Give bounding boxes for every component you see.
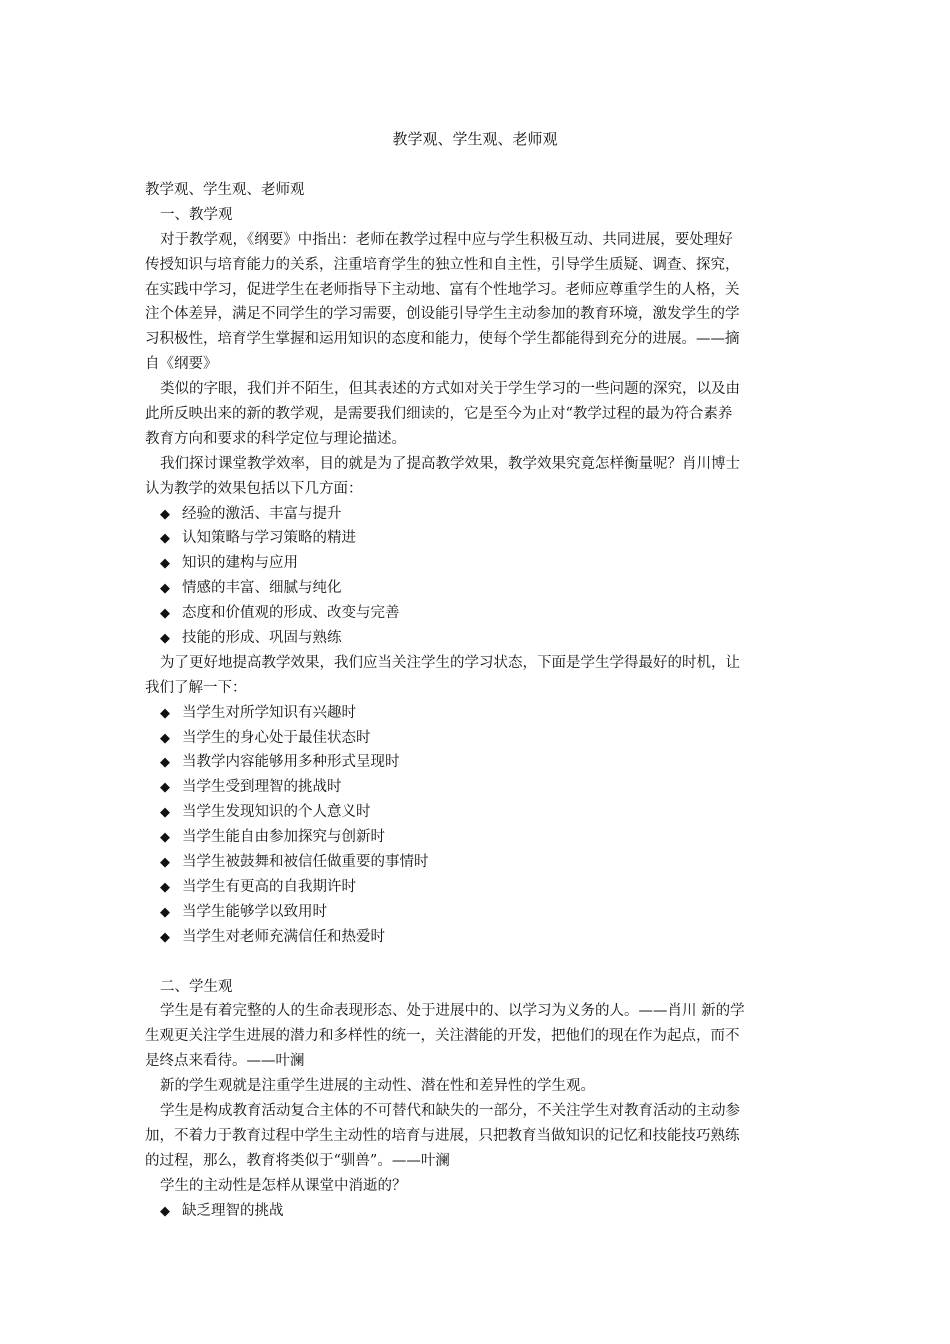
list-item (145, 875, 805, 900)
paragraph-line: 新的学生观就是注重学生进展的主动性、潜在性和差异性的学生观。 (160, 1078, 595, 1095)
blank-line (145, 950, 805, 975)
paragraph (145, 1099, 805, 1174)
list-item-text: 技能的形成、巩固与熟练 (182, 630, 342, 647)
list-item (145, 800, 805, 825)
list-item-text: 当学生能够学以致用时 (182, 903, 327, 920)
section-heading-teaching: 一、教学观 (160, 206, 233, 223)
bullet-list (145, 701, 805, 950)
list-item (145, 502, 805, 527)
list-item-text: 当学生对所学知识有兴趣时 (182, 704, 356, 721)
diamond-bullet-icon: ◆ (160, 755, 170, 771)
list-item-text: 当学生受到理智的挑战时 (182, 779, 342, 796)
diamond-bullet-icon: ◆ (160, 581, 170, 597)
list-item (145, 526, 805, 551)
paragraph (145, 452, 805, 502)
list-item (145, 825, 805, 850)
list-item (145, 900, 805, 925)
list-item-text: 当学生被鼓舞和被信任做重要的事情时 (182, 854, 429, 871)
paragraph-line: 为了更好地提高教学效果，我们应当关注学生的学习状态，下面是学生学得最好的时机，让 (160, 654, 740, 671)
diamond-bullet-icon: ◆ (160, 830, 170, 846)
list-item (145, 925, 805, 950)
paragraph-line: 此所反映出来的新的教学观，是需要我们细读的，它是至今为止对“教学过程的最为符合素养 (145, 406, 733, 423)
paragraph (145, 377, 805, 452)
diamond-bullet-icon: ◆ (160, 855, 170, 871)
paragraph-line: 注个体差异，满足不同学生的学习需要，创设能引导学生主动参加的教育环境，激发学生的学 (145, 306, 740, 323)
paragraph-line: 生观更关注学生进展的潜力和多样性的统一，关注潜能的开发，把他们的现在作为起点，而不 (145, 1028, 740, 1045)
paragraph-line: 自《纲要》 (145, 356, 218, 373)
list-item (145, 850, 805, 875)
diamond-bullet-icon: ◆ (160, 730, 170, 746)
list-item (145, 626, 805, 651)
list-item (145, 1199, 805, 1224)
list-item-text: 知识的建构与应用 (182, 555, 298, 572)
diamond-bullet-icon: ◆ (160, 904, 170, 920)
paragraph-line: 传授知识与培育能力的关系，注重培育学生的独立性和自主性，引导学生质疑、调查、探究， (145, 256, 740, 273)
list-item-text: 态度和价值观的形成、改变与完善 (182, 605, 400, 622)
list-item (145, 576, 805, 601)
bullet-list (145, 502, 805, 651)
list-item (145, 701, 805, 726)
diamond-bullet-icon: ◆ (160, 780, 170, 796)
diamond-bullet-icon: ◆ (160, 531, 170, 547)
list-item (145, 726, 805, 751)
list-item-text: 情感的丰富、细腻与纯化 (182, 580, 342, 597)
list-item-text: 当学生对老师充满信任和热爱时 (182, 928, 385, 945)
paragraph-line: 加，不着力于教育过程中学生主动性的培育与进展，只把教育当做知识的记忆和技能技巧熟练 (145, 1127, 740, 1144)
list-item-text: 当学生能自由参加探究与创新时 (182, 829, 385, 846)
list-item-text: 经验的激活、丰富与提升 (182, 505, 342, 522)
paragraph-line: 学生的主动性是怎样从课堂中消逝的？ (160, 1177, 407, 1194)
paragraph-line: 类似的字眼，我们并不陌生，但其表述的方式如对关于学生学习的一些问题的深究，以及由 (160, 381, 740, 398)
diamond-bullet-icon: ◆ (160, 506, 170, 522)
diamond-bullet-icon: ◆ (160, 805, 170, 821)
list-item-text: 当教学内容能够用多种形式呈现时 (182, 754, 400, 771)
document-body (145, 178, 805, 1223)
paragraph-line: 对于教学观，《纲要》中指出：老师在教学过程中应与学生积极互动、共同进展，要处理好 (160, 231, 733, 248)
list-item (145, 551, 805, 576)
paragraph (145, 999, 805, 1074)
diamond-bullet-icon: ◆ (160, 705, 170, 721)
document-heading: 教学观、学生观、老师观 (145, 182, 305, 198)
bullet-list (145, 1199, 805, 1224)
paragraph-line: 认为教学的效果包括以下几方面： (145, 480, 363, 497)
diamond-bullet-icon: ◆ (160, 1203, 170, 1219)
list-item (145, 750, 805, 775)
diamond-bullet-icon: ◆ (160, 631, 170, 647)
list-item-text: 认知策略与学习策略的精进 (182, 530, 356, 547)
paragraph-line: 学生是构成教育活动复合主体的不可替代和缺失的一部分，不关注学生对教育活动的主动参 (160, 1102, 740, 1119)
list-item (145, 601, 805, 626)
paragraph-line: 是终点来看待。——叶澜 (145, 1053, 305, 1070)
list-item-text: 当学生的身心处于最佳状态时 (182, 729, 371, 746)
list-item (145, 775, 805, 800)
paragraph-line: 学生是有着完整的人的生命表现形态、处于进展中的、以学习为义务的人。——肖川 新的学 (160, 1003, 745, 1020)
paragraph-line: 我们了解一下： (145, 679, 247, 696)
paragraph-line: 习积极性，培育学生掌握和运用知识的态度和能力，使每个学生都能得到充分的进展。——摘 (145, 331, 740, 348)
section-heading-student: 二、学生观 (160, 978, 233, 995)
list-item-text: 缺乏理智的挑战 (182, 1202, 284, 1219)
paragraph (145, 651, 805, 701)
paragraph-line: 在实践中学习，促进学生在老师指导下主动地、富有个性地学习。老师应尊重学生的人格，关 (145, 281, 740, 298)
diamond-bullet-icon: ◆ (160, 879, 170, 895)
list-item-text: 当学生有更高的自我期许时 (182, 878, 356, 895)
document-title: 教学观、学生观、老师观 (392, 130, 558, 148)
diamond-bullet-icon: ◆ (160, 606, 170, 622)
paragraph-line: 我们探讨课堂教学效率，目的就是为了提高教学效果，教学效果究竟怎样衡量呢？肖川博士 (160, 455, 740, 472)
paragraph (145, 228, 805, 377)
paragraph (145, 1074, 805, 1099)
diamond-bullet-icon: ◆ (160, 556, 170, 572)
paragraph-line: 的过程，那么，教育将类似于“驯兽”。——叶澜 (145, 1152, 450, 1169)
diamond-bullet-icon: ◆ (160, 929, 170, 945)
paragraph (145, 1174, 805, 1199)
paragraph-line: 教育方向和要求的科学定位与理论描述。 (145, 430, 406, 447)
list-item-text: 当学生发现知识的个人意义时 (182, 804, 371, 821)
